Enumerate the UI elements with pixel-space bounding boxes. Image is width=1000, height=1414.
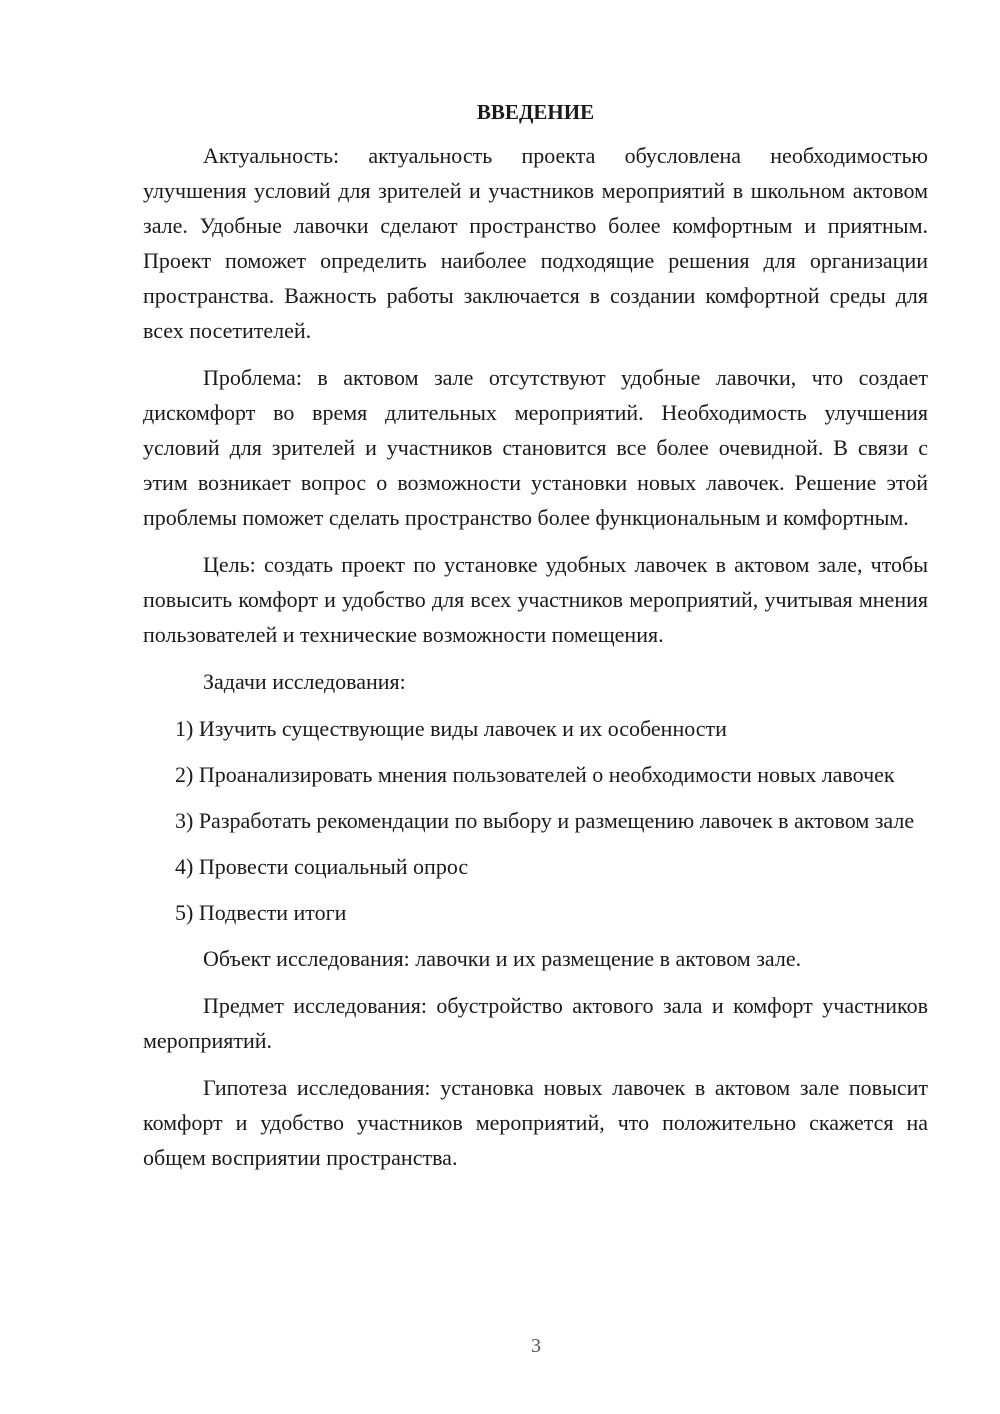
problem-paragraph: Проблема: в актовом зале отсутствуют удобные лавочки, что создает дискомфорт во время длительных мероприятий. Необходимость улучшения условий для зрителей и участников становится все более очевидной. В связи с этим возникает вопрос о возможности установки новых лавочек. Решение этой проблемы поможет сделать пространство более функциональным и комфортным. xyxy=(143,365,928,530)
task-item-2: 2) Проанализировать мнения пользователей о необходимости новых лавочек xyxy=(175,762,895,787)
section-title: ВВЕДЕНИЕ xyxy=(476,100,595,124)
goal-paragraph: Цель: создать проект по установке удобных лавочек в актовом зале, чтобы повысить комфорт и удобство для всех участников мероприятий, учитывая мнения пользователей и технические возможности помещения. xyxy=(143,552,928,647)
hypothesis-paragraph: Гипотеза исследования: установка новых лавочек в актовом зале повысит комфорт и удобство участников мероприятий, что положительно скажется на общем восприятии пространства. xyxy=(143,1075,928,1170)
tasks-heading: Задачи исследования: xyxy=(203,669,406,694)
task-item-1: 1) Изучить существующие виды лавочек и их особенности xyxy=(175,716,727,741)
subject-paragraph: Предмет исследования: обустройство актового зала и комфорт участников мероприятий. xyxy=(143,993,928,1053)
relevance-paragraph: Актуальность: актуальность проекта обусловлена необходимостью улучшения условий для зрителей и участников мероприятий в школьном актовом зале. Удобные лавочки сделают пространство более комфортным и приятным. Проект поможет определить наиболее подходящие решения для организации пространства. Важность работы заключается в создании комфортной среды для всех посетителей. xyxy=(143,143,928,343)
task-item-5: 5) Подвести итоги xyxy=(175,900,347,925)
task-item-3: 3) Разработать рекомендации по выбору и размещению лавочек в актовом зале xyxy=(175,808,915,833)
task-item-4: 4) Провести социальный опрос xyxy=(175,854,469,879)
document-page xyxy=(143,95,928,1187)
object-paragraph: Объект исследования: лавочки и их размещение в актовом зале. xyxy=(203,946,802,971)
page-number: 3 xyxy=(531,1335,541,1357)
